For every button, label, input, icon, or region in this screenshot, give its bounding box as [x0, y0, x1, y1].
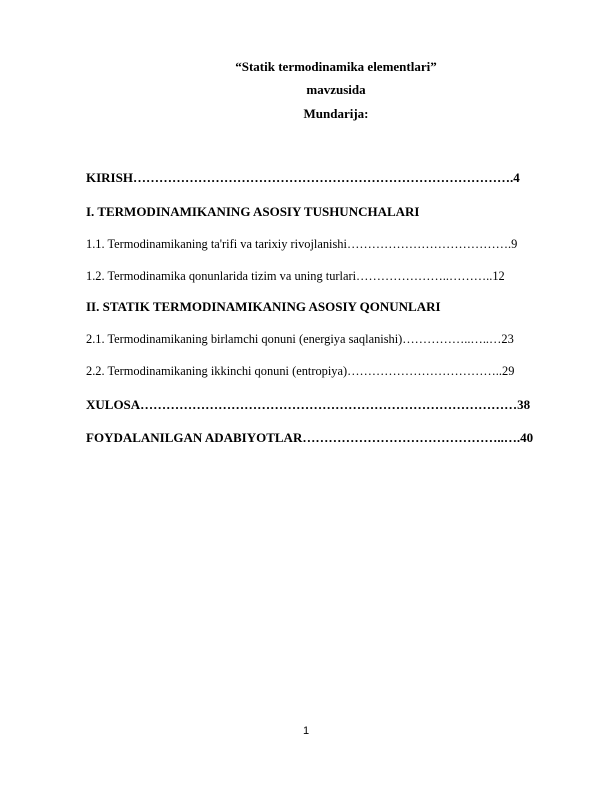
toc-section-1-1: 1.1. Termodinamikaning ta'rifi va tarixiy rivojlanishi………………………………….9 — [86, 237, 518, 251]
toc-entry-introduction: KIRISH…………………………………………………………………………….4 — [86, 170, 520, 185]
contents-heading: Mundarija: — [303, 106, 369, 121]
toc-chapter-2: II. STATIK TERMODINAMIKANING ASOSIY QONUNLARI — [86, 299, 441, 314]
toc-chapter-1: I. TERMODINAMIKANING ASOSIY TUSHUNCHALARI — [86, 204, 420, 219]
toc-section-2-2: 2.2. Termodinamikaning ikkinchi qonuni (entropiya)………………………………..29 — [86, 364, 515, 378]
toc-section-1-2: 1.2. Termodinamika qonunlarida tizim va uning turlari…………………..………..12 — [86, 269, 505, 283]
toc-entry-references: FOYDALANILGAN ADABIYOTLAR………………………………………..….40 — [86, 430, 534, 445]
toc-section-2-1: 2.1. Termodinamikaning birlamchi qonuni (energiya saqlanishi)……………..…..…23 — [86, 332, 514, 346]
toc-entry-conclusion: XULOSA……………………………………………………………………………38 — [86, 397, 531, 412]
page-number: 1 — [302, 725, 310, 737]
document-title: “Statik termodinamika elementlari” — [235, 59, 437, 74]
document-subtitle: mavzusida — [306, 82, 366, 97]
